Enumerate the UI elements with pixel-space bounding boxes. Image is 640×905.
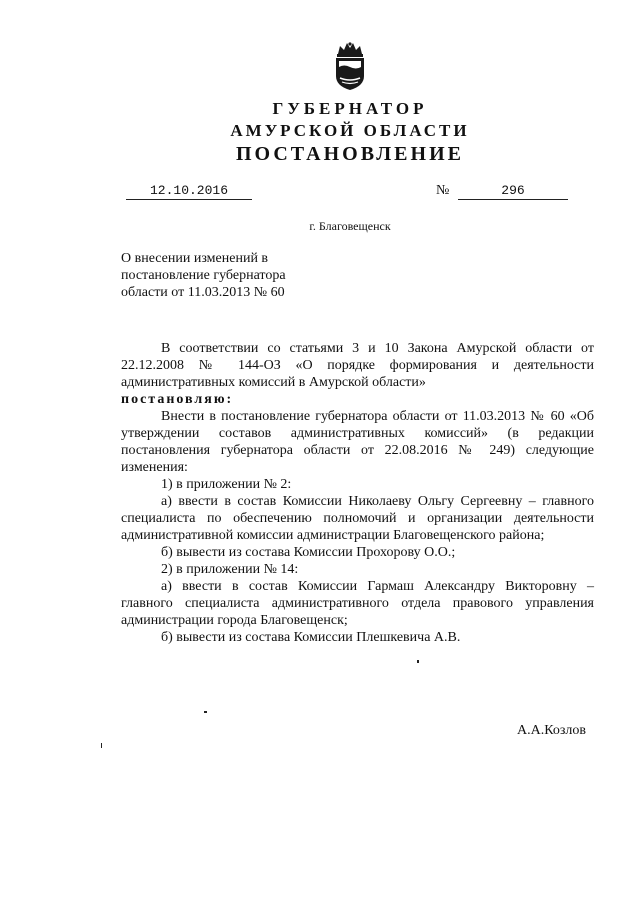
body-item-2a: а) ввести в состав Комиссии Гармаш Александру Викторовну – главного специалиста административного отдела правового управления администрации города Благовещенск; [121,579,594,628]
document-number: 296 [458,183,568,200]
header-region: АМУРСКОЙ ОБЛАСТИ [230,121,470,140]
scan-speck [101,743,102,748]
preamble-paragraph: В соответствии со статьями 3 и 10 Закона Амурской области от 22.12.2008 № 144-ОЗ «О порядке формирования и деятельности административных комиссий в Амурской области» [121,341,594,390]
document-subject: О внесении изменений в постановление губернатора области от 11.03.2013 № 60 [121,251,286,300]
body-paragraph-main: Внести в постановление губернатора области от 11.03.2013 № 60 «Об утверждении составов административных комиссий» (в редакции постановления губернатора области от 22.08.2016 № 249) следующие изменения: [121,409,594,475]
scan-speck [417,660,419,663]
coat-of-arms-icon [328,40,372,92]
document-body [121,340,594,646]
document-date: 12.10.2016 [126,183,252,200]
header-governor: ГУБЕРНАТОР [272,99,428,118]
body-item-2: 2) в приложении № 14: [161,562,299,577]
number-sign: № [436,183,450,198]
body-item-1a: а) ввести в состав Комиссии Николаеву Ольгу Сергеевну – главного специалиста по обеспечению полномочий и организации деятельности административной комиссии администрации Благовещенского района; [121,494,594,543]
body-item-2b: б) вывести из состава Комиссии Плешкевича А.В. [161,630,461,645]
body-item-1b: б) вывести из состава Комиссии Прохорову О.О.; [161,545,456,560]
city-line: г. Благовещенск [309,219,391,233]
resolve-word: постановляю: [121,392,234,407]
scan-speck [204,711,207,713]
signature-name: А.А.Козлов [517,723,586,738]
body-item-1: 1) в приложении № 2: [161,477,292,492]
header-doc-type: ПОСТАНОВЛЕНИЕ [236,143,464,165]
